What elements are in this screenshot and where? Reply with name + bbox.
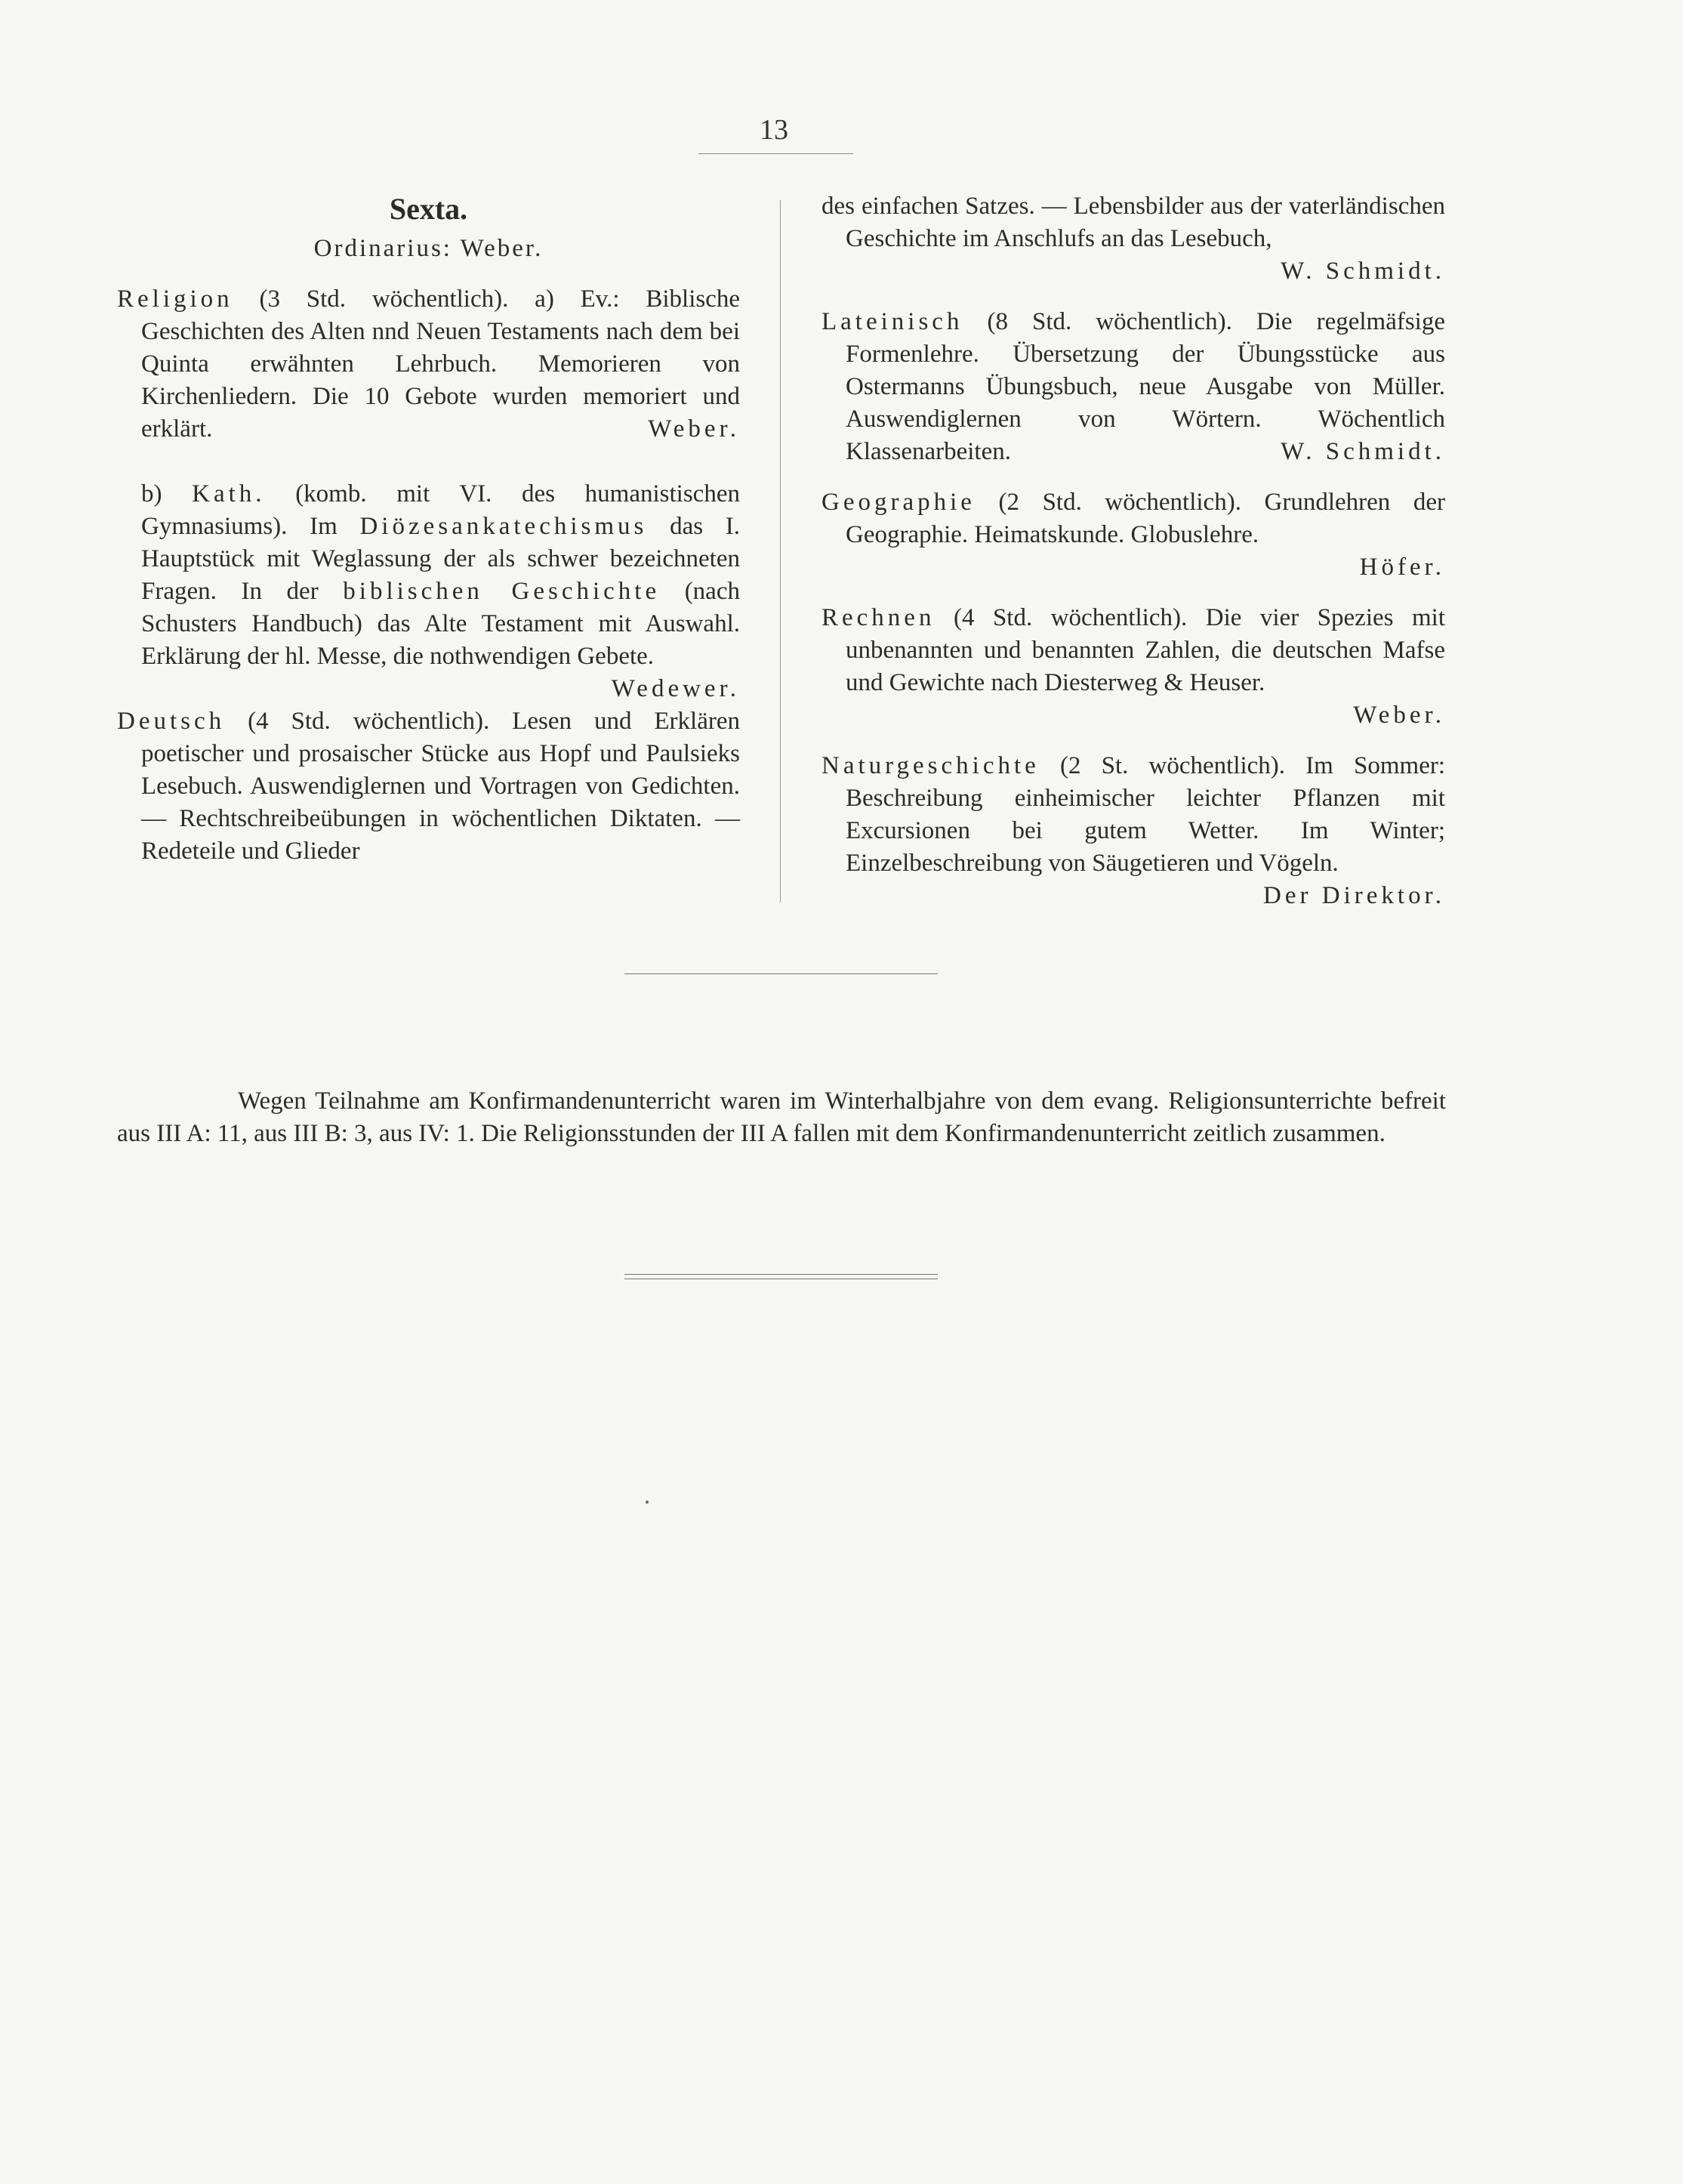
signature-weber: Weber. — [648, 415, 740, 443]
ordinarius-line: Ordinarius: Weber. — [313, 235, 544, 262]
deutsch-continued-paragraph — [821, 190, 1445, 288]
deutsch-paragraph — [117, 705, 740, 868]
subject-rechnen: Rechnen — [821, 604, 936, 631]
signature-schmidt-1: W. Schmidt. — [1281, 258, 1445, 285]
rechnen-paragraph — [821, 602, 1445, 732]
signature-weber-2: Weber. — [1353, 702, 1445, 729]
subject-lateinisch: Lateinisch — [821, 308, 963, 335]
stray-mark — [646, 1501, 649, 1504]
geographie-paragraph — [821, 486, 1445, 584]
section-separator-rule — [624, 973, 938, 974]
deutsch-text: (4 Std. wöchentlich). Lesen und Erklären poetischer und prosaischer Stücke aus Hopf und Paulsieks Lesebuch. Auswendiglernen und Vortragen von Gedichten. — Rechtschreibeübungen in wöchentlichen Diktaten. — Redeteile und Glieder — [141, 708, 740, 865]
signature-wedewer: Wedewer. — [611, 675, 740, 702]
diozesankatechismus: Diözesankatechismus — [359, 513, 648, 540]
rechnen-text: (4 Std. wöchentlich). Die vier Spezies mit unbenannten und benannten Zahlen, die deutschen Mafse und Gewichte nach Diesterweg & Heuser. — [846, 604, 1445, 696]
signature-direktor: Der Direktor. — [1263, 882, 1445, 909]
double-separator-rule — [624, 1274, 938, 1279]
lateinisch-paragraph — [821, 306, 1445, 468]
religion-text: (3 Std. wöchentlich). a) Ev.: Biblische Geschichten des Alten nnd Neuen Testaments nach dem bei Quinta erwähnten Lehrbuch. Memorieren von Kirchenliedern. Die 10 Gebote wurden memoriert und erklärt. — [141, 285, 740, 443]
religion-kath-text-3: (nach Schusters Handbuch) das Alte Testament mit Auswahl. Erklärung der hl. Messe, die nothwendigen Gebete. — [141, 578, 740, 670]
lateinisch-text: (8 Std. wöchentlich). Die regelmäfsige Formenlehre. Übersetzung der Übungsstücke aus Ostermanns Übungsbuch, neue Ausgabe von Müller. Auswendiglernen von Wörtern. Wöchentlich Klassenarbeiten. — [846, 308, 1445, 465]
geographie-text: (2 Std. wöchentlich). Grundlehren der Geographie. Heimatskunde. Globuslehre. — [846, 489, 1445, 548]
religion-kath-text-2: das I. Hauptstück mit Weglassung der als schwer bezeichneten Fragen. In der — [141, 513, 740, 605]
column-divider — [780, 200, 781, 902]
naturgeschichte-paragraph — [821, 750, 1445, 912]
page-number: 13 — [760, 114, 788, 146]
religion-kath-prefix: b) — [141, 480, 193, 507]
right-column — [821, 190, 1445, 912]
left-column — [117, 190, 740, 868]
subject-religion: Religion — [117, 285, 233, 313]
signature-schmidt-2: W. Schmidt. — [1281, 438, 1445, 465]
deutsch-continued-text: des einfachen Satzes. — Lebensbilder aus der vaterländischen Geschichte im Anschlufs an das Lesebuch, — [821, 193, 1445, 252]
konfirmanden-note: Wegen Teilnahme am Konfirmandenunterricht waren im Winterhalbjahre von dem evang. Religionsunterrichte befreit aus III A: 11, aus III B: 3, aus IV: 1. Die Religionsstunden der III A fallen mit dem Konfirmandenunterricht zeitlich zusammen. — [117, 1087, 1446, 1147]
subject-deutsch: Deutsch — [117, 708, 226, 735]
religion-kath-text-1: (komb. mit VI. des humanistischen Gymnasiums). Im — [141, 480, 740, 540]
subject-geographie: Geographie — [821, 489, 976, 516]
religion-kath-paragraph — [117, 478, 740, 702]
page-number-rule — [698, 153, 853, 154]
biblische-geschichte: biblischen Geschichte — [343, 578, 661, 605]
subject-kath: Kath. — [192, 480, 266, 507]
subject-naturgeschichte: Naturgeschichte — [821, 752, 1040, 779]
signature-hoefer: Höfer. — [1359, 554, 1445, 581]
religion-paragraph — [117, 283, 740, 446]
naturgeschichte-text: (2 St. wöchentlich). Im Sommer: Beschreibung einheimischer leichter Pflanzen mit Excursionen bei gutem Wetter. Im Winter; Einzelbeschreibung von Säugetieren und Vögeln. — [846, 752, 1445, 877]
section-title: Sexta. — [389, 192, 468, 226]
